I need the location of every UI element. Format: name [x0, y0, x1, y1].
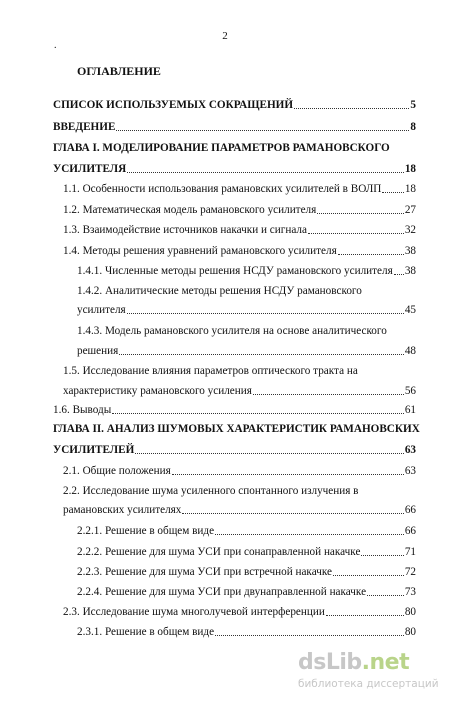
toc-heading: ОГЛАВЛЕНИЕ [77, 64, 161, 78]
toc-entry-text-line1: 1.5. Исследование влияния параметров оптического тракта на [63, 365, 358, 377]
toc-entry-page: 18 [404, 163, 416, 175]
toc-entry-2-3[interactable] [63, 605, 416, 619]
toc-entry-page: 61 [404, 404, 416, 416]
watermark-subtitle: библиотека диссертаций [298, 678, 439, 690]
toc-entry-text: 2.1. Общие положения [63, 465, 171, 477]
toc-entry-page: 63 [404, 444, 416, 456]
toc-entry-2-2[interactable] [63, 484, 358, 498]
toc-entry-page: 72 [404, 566, 416, 578]
toc-entry-text-line2: решения [77, 345, 119, 357]
toc-entry-page: 45 [404, 304, 416, 316]
toc-entry-page: 66 [404, 504, 416, 516]
page-number: 2 [222, 30, 228, 42]
toc-entry-1-2[interactable] [63, 203, 416, 217]
toc-entry-2-2-4[interactable] [77, 585, 416, 599]
toc-entry-introduction[interactable] [53, 120, 416, 134]
toc-entry-chapter-1[interactable] [53, 141, 416, 155]
toc-entry-page: 71 [404, 546, 416, 558]
toc-entry-page: 80 [404, 606, 416, 618]
toc-entry-2-2-line2[interactable] [63, 503, 416, 517]
toc-entry-text: 1.6. Выводы [53, 404, 112, 416]
toc-entry-text: 1.4.1. Численные методы решения НСДУ рамановского усилителя [77, 265, 393, 277]
toc-entry-text: 2.2.2. Решение для шума УСИ при сонаправленной накачке [77, 546, 361, 558]
toc-entry-text: 1.4. Методы решения уравнений рамановского усилителя [63, 245, 337, 257]
toc-entry-text: 1.3. Взаимодействие источников накачки и сигнала [63, 224, 307, 236]
toc-entry-1-5-line2[interactable] [63, 384, 416, 398]
toc-entry-text-line2: УСИЛИТЕЛЯ [53, 163, 127, 175]
toc-entry-1-4-3[interactable] [77, 324, 387, 338]
toc-entry-text: 1.1. Особенности использования рамановских усилителей в ВОЛП [63, 183, 382, 195]
toc-entry-1-4-1[interactable] [77, 264, 416, 278]
toc-entry-text-line1: ГЛАВА II. АНАЛИЗ ШУМОВЫХ ХАРАКТЕРИСТИК РАМАНОВСКИХ [53, 423, 420, 435]
toc-entry-1-4-2-line2[interactable] [77, 303, 416, 317]
toc-entry-2-3-1[interactable] [77, 625, 416, 639]
toc-entry-text: 2.2.3. Решение для шума УСИ при встречной накачке [77, 566, 332, 578]
watermark-logo: dsLib.net [298, 650, 410, 675]
toc-entry-page: 63 [404, 465, 416, 477]
toc-entry-1-4-2[interactable] [77, 284, 362, 298]
toc-entry-text: 2.2.4. Решение для шума УСИ при двунаправленной накачке [77, 586, 367, 598]
toc-entry-text-line1: 1.4.3. Модель рамановского усилителя на основе аналитического [77, 325, 387, 337]
toc-entry-page: 66 [404, 525, 416, 537]
toc-entry-text: 2.2.1. Решение в общем виде [77, 525, 215, 537]
toc-entry-chapter-2-line2[interactable] [53, 443, 416, 457]
toc-entry-text-line2: рамановских усилителях [63, 504, 182, 516]
toc-entry-text: 2.3.1. Решение в общем виде [77, 626, 215, 638]
toc-entry-1-6[interactable] [53, 403, 416, 417]
toc-entry-chapter-1-line2[interactable] [53, 162, 416, 176]
toc-entry-text-line1: 1.4.2. Аналитические методы решения НСДУ рамановского [77, 285, 362, 297]
toc-entry-page: 27 [404, 204, 416, 216]
toc-entry-page: 48 [404, 345, 416, 357]
toc-entry-text: 2.3. Исследование шума многолучевой интерференции [63, 606, 325, 618]
toc-entry-1-3[interactable] [63, 223, 416, 237]
toc-entry-2-1[interactable] [63, 464, 416, 478]
toc-entry-1-4[interactable] [63, 244, 416, 258]
toc-entry-text-line2: усилителя [77, 304, 126, 316]
toc-entry-2-2-3[interactable] [77, 565, 416, 579]
toc-entry-text: 1.2. Математическая модель рамановского усилителя [63, 204, 317, 216]
toc-entry-page: 38 [404, 265, 416, 277]
toc-entry-2-2-1[interactable] [77, 524, 416, 538]
toc-entry-1-5[interactable] [63, 364, 358, 378]
toc-entry-chapter-2[interactable] [53, 422, 420, 436]
toc-entry-page: 18 [404, 183, 416, 195]
stray-mark: . [54, 40, 57, 51]
toc-entry-text-line2: УСИЛИТЕЛЕЙ [53, 444, 135, 456]
toc-entry-page: 73 [404, 586, 416, 598]
toc-entry-1-4-3-line2[interactable] [77, 344, 416, 358]
toc-entry-page: 38 [404, 245, 416, 257]
toc-entry-page: 8 [410, 121, 416, 133]
toc-entry-1-1[interactable] [63, 182, 416, 196]
toc-entry-page: 56 [404, 385, 416, 397]
toc-entry-abbreviations[interactable] [53, 98, 416, 112]
toc-entry-page: 32 [404, 224, 416, 236]
watermark [298, 650, 448, 695]
toc-entry-2-2-2[interactable] [77, 545, 416, 559]
toc-entry-text: ВВЕДЕНИЕ [53, 121, 116, 133]
toc-entry-text-line2: характеристику рамановского усиления [63, 385, 252, 397]
toc-entry-page: 5 [410, 99, 416, 111]
toc-entry-text: СПИСОК ИСПОЛЬЗУЕМЫХ СОКРАЩЕНИЙ [53, 99, 294, 111]
toc-entry-text-line1: 2.2. Исследование шума усиленного спонтанного излучения в [63, 485, 359, 497]
toc-entry-page: 80 [404, 626, 416, 638]
toc-entry-text-line1: ГЛАВА I. МОДЕЛИРОВАНИЕ ПАРАМЕТРОВ РАМАНОВСКОГО [53, 142, 390, 154]
